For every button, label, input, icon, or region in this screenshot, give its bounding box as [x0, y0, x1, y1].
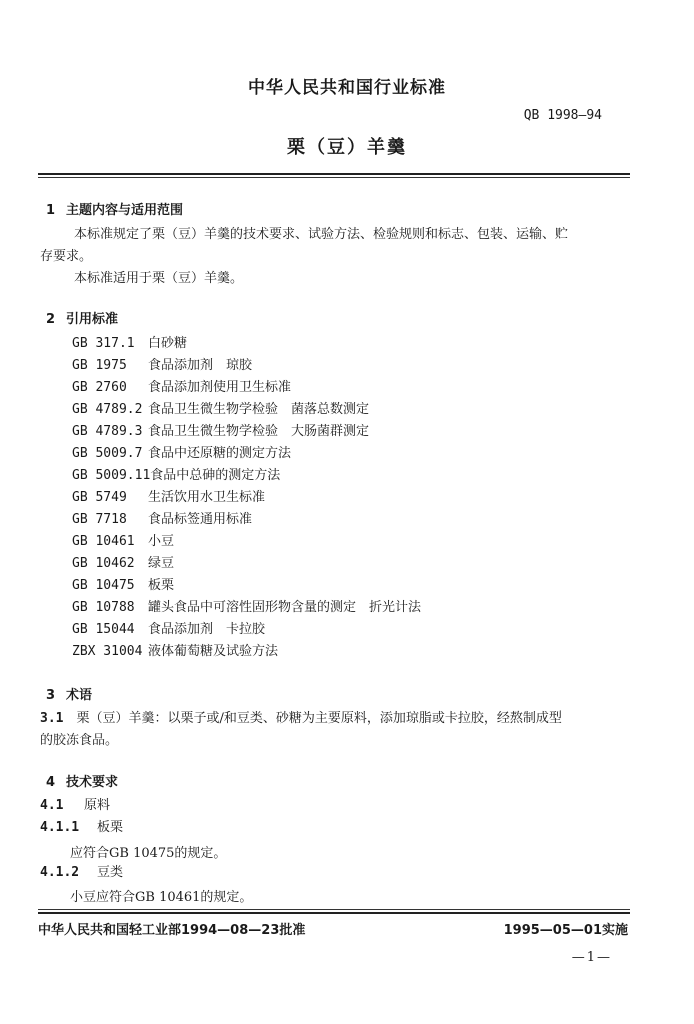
- clause-4-1-2-body: 小豆应符合GB 10461的规定。: [70, 890, 253, 905]
- reference-name: 白砂糖: [148, 336, 188, 351]
- footer-rule-thick: [38, 912, 630, 914]
- clause-title: 板栗: [97, 820, 124, 835]
- reference-code: GB 317.1: [72, 336, 135, 351]
- reference-code: GB 4789.3: [72, 424, 143, 439]
- section-title: 技术要求: [66, 775, 119, 790]
- reference-name: 食品添加剂使用卫生标准: [148, 380, 292, 395]
- reference-name: 食品添加剂 卡拉胶: [148, 622, 266, 637]
- reference-code: GB 10461: [72, 534, 135, 549]
- paragraph-line: 本标准适用于栗（豆）羊羹。: [74, 271, 244, 286]
- reference-item: [72, 399, 421, 421]
- definition-3-1: [40, 708, 632, 730]
- reference-name: 绿豆: [148, 556, 175, 571]
- reference-code: GB 2760: [72, 380, 127, 395]
- reference-item: [72, 443, 421, 465]
- reference-code: GB 10475: [72, 578, 135, 593]
- definition-3-1-cont: [40, 730, 632, 752]
- reference-name: 液体葡萄糖及试验方法: [148, 644, 279, 659]
- clause-number: 4.1.2: [40, 865, 80, 880]
- reference-item: [72, 465, 421, 487]
- paragraph-line: 存要求。: [40, 249, 93, 264]
- section-4-heading: [46, 771, 118, 790]
- reference-code: GB 10788: [72, 600, 135, 615]
- section-title: 主题内容与适用范围: [66, 203, 184, 218]
- section-1-paragraph-2: [40, 268, 632, 290]
- reference-item: [72, 619, 421, 641]
- reference-name: 生活饮用水卫生标准: [148, 490, 266, 505]
- issuing-authority-title: 中华人民共和国行业标准: [248, 78, 446, 98]
- clause-4-1-2: [40, 862, 123, 884]
- reference-code: ZBX 31004: [72, 644, 143, 659]
- definition-text: 栗（豆）羊羹：以栗子或/和豆类、砂糖为主要原料，添加琼脂或卡拉胶，经熬制成型: [76, 711, 562, 726]
- reference-item: [72, 509, 421, 531]
- reference-name: 食品中还原糖的测定方法: [148, 446, 292, 461]
- section-1-paragraph-1-cont: [40, 246, 632, 268]
- clause-title: 原料: [84, 798, 111, 813]
- reference-name: 食品卫生微生物学检验 大肠菌群测定: [148, 424, 370, 439]
- reference-name: 食品标签通用标准: [148, 512, 253, 527]
- section-3-heading: [46, 684, 92, 703]
- reference-list: [72, 333, 421, 663]
- title-rule-thick: [38, 173, 630, 175]
- section-number: 2: [46, 312, 56, 327]
- standard-number: QB 1998—94: [523, 108, 602, 123]
- page-number: —1—: [571, 950, 612, 965]
- clause-4-1-1: [40, 817, 123, 839]
- reference-code: GB 15044: [72, 622, 135, 637]
- reference-code: GB 4789.2: [72, 402, 143, 417]
- reference-code: GB 5009.11: [72, 468, 151, 483]
- reference-name: 食品添加剂 琼胶: [148, 358, 253, 373]
- reference-name: 小豆: [148, 534, 175, 549]
- title-rule-thin: [38, 177, 630, 178]
- reference-item: [72, 553, 421, 575]
- reference-name: 食品中总砷的测定方法: [150, 468, 281, 483]
- footer-rule-thin: [38, 909, 630, 910]
- section-number: 4: [46, 775, 56, 790]
- clause-4-1-1-body: 应符合GB 10475的规定。: [70, 846, 227, 861]
- definition-text: 的胶冻食品。: [40, 733, 119, 748]
- document-title: 栗（豆）羊羹: [287, 137, 407, 158]
- clause-title: 豆类: [97, 865, 124, 880]
- reference-code: GB 1975: [72, 358, 127, 373]
- reference-item: [72, 575, 421, 597]
- reference-item: [72, 641, 421, 663]
- section-number: 3: [46, 688, 56, 703]
- clause-4-1: [40, 795, 110, 817]
- reference-item: [72, 597, 421, 619]
- reference-item: [72, 531, 421, 553]
- section-2-heading: [46, 308, 118, 327]
- clause-number: 4.1.1: [40, 820, 80, 835]
- section-1-heading: [46, 199, 183, 218]
- reference-name: 食品卫生微生物学检验 菌落总数测定: [148, 402, 370, 417]
- reference-code: GB 10462: [72, 556, 135, 571]
- reference-name: 板栗: [148, 578, 175, 593]
- reference-item: [72, 333, 421, 355]
- section-number: 1: [46, 203, 56, 218]
- reference-name: 罐头食品中可溶性固形物含量的测定 折光计法: [148, 600, 422, 615]
- reference-code: GB 7718: [72, 512, 127, 527]
- clause-number: 3.1: [40, 711, 64, 726]
- section-title: 引用标准: [66, 312, 119, 327]
- reference-item: [72, 377, 421, 399]
- section-1-paragraph-1: [40, 224, 632, 246]
- reference-item: [72, 355, 421, 377]
- reference-code: GB 5749: [72, 490, 127, 505]
- clause-number: 4.1: [40, 798, 64, 813]
- section-title: 术语: [66, 688, 93, 703]
- effective-date: 1995—05—01实施: [503, 923, 628, 938]
- approval-statement: 中华人民共和国轻工业部1994—08—23批准: [38, 923, 306, 938]
- reference-item: [72, 487, 421, 509]
- reference-code: GB 5009.7: [72, 446, 143, 461]
- reference-item: [72, 421, 421, 443]
- paragraph-line: 本标准规定了栗（豆）羊羹的技术要求、试验方法、检验规则和标志、包装、运输、贮: [74, 227, 569, 242]
